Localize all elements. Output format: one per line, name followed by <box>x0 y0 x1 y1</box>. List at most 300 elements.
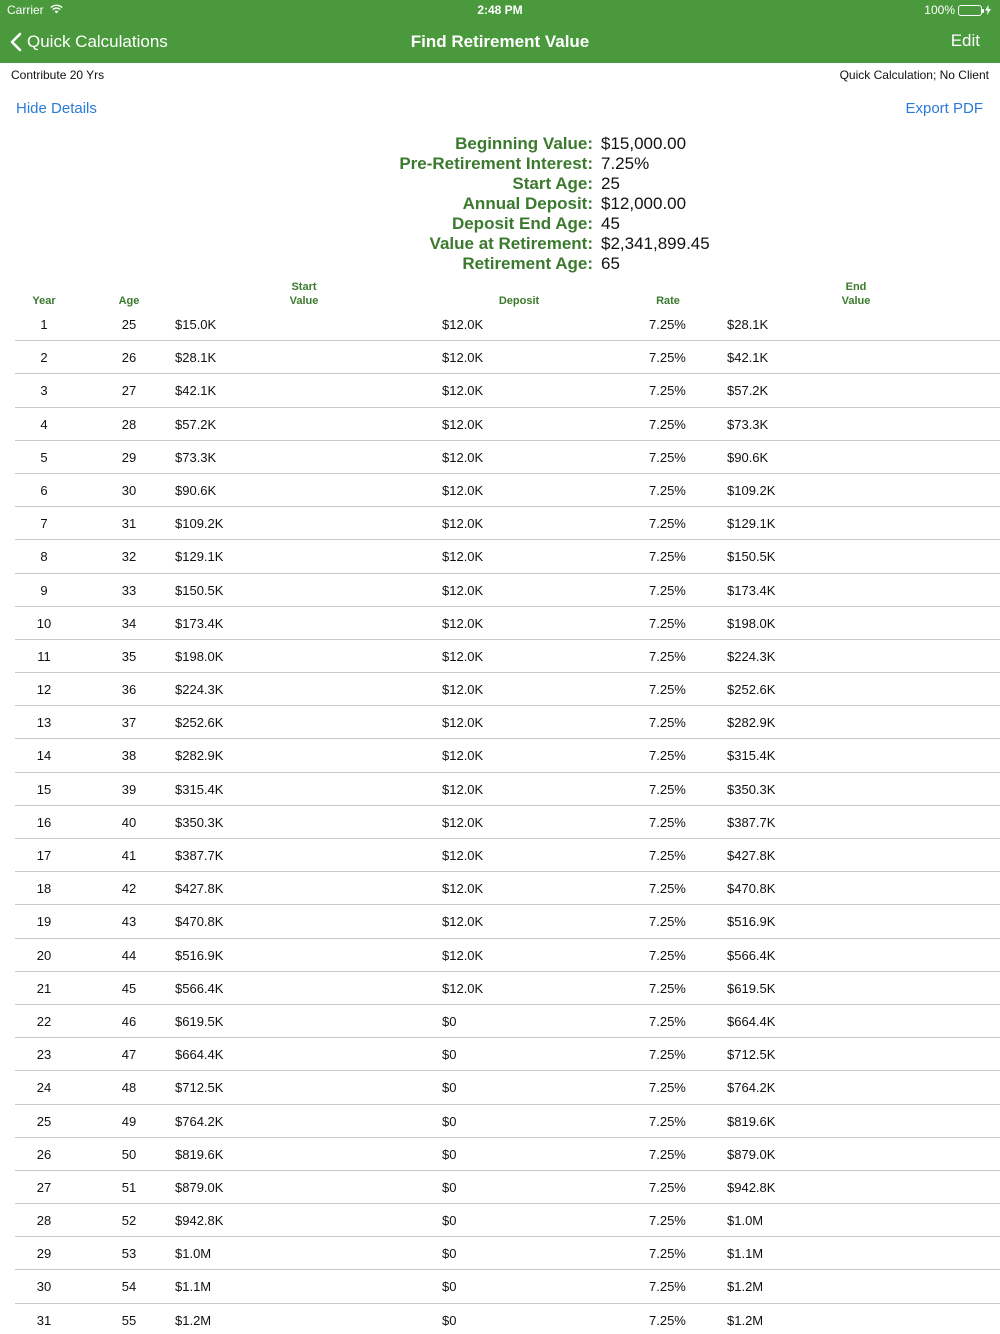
start-value-cell <box>175 1180 223 1195</box>
rate-cell <box>649 1180 686 1195</box>
summary-label: Pre-Retirement Interest: <box>399 154 593 173</box>
age-cell-text: 50 <box>121 1146 137 1162</box>
end-value-cell-text: $109.2K <box>727 482 776 498</box>
age-cell-text: 38 <box>121 748 137 764</box>
rate-cell-text: 7.25% <box>649 1146 686 1162</box>
deposit-cell-text: $12.0K <box>442 947 484 963</box>
year-cell-text: 23 <box>36 1047 52 1063</box>
age-cell-text: 35 <box>121 648 137 664</box>
start-value-cell <box>175 417 216 432</box>
table-row[interactable] <box>15 806 1000 839</box>
end-value-cell <box>727 350 768 365</box>
summary-label: Retirement Age: <box>462 254 593 273</box>
year-cell-text: 6 <box>40 482 48 498</box>
rate-cell <box>649 1047 686 1062</box>
summary-value: 25 <box>601 174 620 193</box>
end-value-cell <box>727 1313 763 1328</box>
end-value-cell <box>727 1246 763 1261</box>
year-cell-text: 5 <box>40 449 48 465</box>
start-value-cell <box>175 450 216 465</box>
end-value-cell <box>727 815 775 830</box>
rate-cell <box>649 815 686 830</box>
deposit-cell-text: $0 <box>442 1013 457 1029</box>
deposit-cell <box>442 914 483 929</box>
table-row[interactable] <box>15 308 1000 341</box>
end-value-cell-text: $879.0K <box>727 1146 776 1162</box>
deposit-cell-text: $12.0K <box>442 449 484 465</box>
age-cell-text: 30 <box>121 482 137 498</box>
rate-cell-text: 7.25% <box>649 814 686 830</box>
back-button-label: Quick Calculations <box>27 32 168 51</box>
deposit-cell-text: $12.0K <box>442 748 484 764</box>
deposit-cell-text: $12.0K <box>442 881 484 897</box>
table-row[interactable] <box>15 1005 1000 1038</box>
start-value-cell <box>175 649 223 664</box>
start-value-cell-text: $57.2K <box>175 416 217 432</box>
age-cell-text: 44 <box>121 947 137 963</box>
table-row[interactable] <box>15 972 1000 1005</box>
end-value-cell-text: $819.6K <box>727 1113 776 1129</box>
table-row[interactable] <box>15 1138 1000 1171</box>
column-header-start-line1: Start <box>291 281 317 293</box>
column-header-rate: Rate <box>656 295 680 307</box>
start-value-cell <box>175 1047 223 1062</box>
age-cell-text: 53 <box>121 1246 137 1262</box>
end-value-cell-text: $619.5K <box>727 980 776 996</box>
start-value-cell <box>175 914 223 929</box>
age-cell-text: 40 <box>121 814 137 830</box>
table-row[interactable] <box>15 341 1000 374</box>
end-value-cell-text: $129.1K <box>727 516 776 532</box>
deposit-cell-text: $0 <box>442 1047 457 1063</box>
deposit-cell <box>442 350 483 365</box>
deposit-cell-text: $12.0K <box>442 980 484 996</box>
table-row[interactable] <box>15 1038 1000 1071</box>
rate-cell <box>649 1014 686 1029</box>
deposit-cell-text: $12.0K <box>442 848 484 863</box>
table-row[interactable] <box>15 1237 1000 1270</box>
rate-cell-text: 7.25% <box>649 1113 686 1129</box>
age-cell-text: 36 <box>121 682 137 698</box>
page-title: Find Retirement Value <box>410 32 590 51</box>
table-header <box>0 280 1000 310</box>
deposit-cell <box>442 848 483 863</box>
deposit-cell-text: $0 <box>442 1213 457 1229</box>
rate-cell-text: 7.25% <box>649 1213 686 1229</box>
table-row[interactable] <box>15 673 1000 706</box>
end-value-cell-text: $516.9K <box>727 914 776 930</box>
deposit-cell <box>442 1147 456 1162</box>
year-cell-text: 26 <box>36 1146 52 1162</box>
rate-cell-text: 7.25% <box>649 383 686 399</box>
carrier-label: Carrier <box>7 3 44 17</box>
deposit-cell <box>442 483 483 498</box>
start-value-cell <box>175 948 223 963</box>
age-cell-text: 48 <box>121 1080 137 1096</box>
end-value-cell-text: $566.4K <box>727 947 776 963</box>
start-value-cell-text: $1.0M <box>175 1246 212 1262</box>
start-value-cell <box>175 350 216 365</box>
deposit-cell-text: $12.0K <box>442 648 484 664</box>
start-value-cell-text: $566.4K <box>175 980 224 996</box>
summary-label: Annual Deposit: <box>462 194 593 213</box>
end-value-cell-text: $712.5K <box>727 1047 776 1063</box>
year-cell-text: 30 <box>36 1279 52 1295</box>
age-cell-text: 45 <box>121 980 137 996</box>
rate-cell <box>649 881 686 896</box>
end-value-cell-text: $1.2M <box>727 1312 764 1328</box>
status-bar <box>0 0 1000 20</box>
summary-row <box>0 234 1000 254</box>
rate-cell <box>649 748 686 763</box>
start-value-cell-text: $42.1K <box>175 383 217 399</box>
rate-cell <box>649 450 686 465</box>
age-cell-text: 33 <box>121 582 137 598</box>
age-cell-text: 32 <box>121 549 137 565</box>
summary-row <box>0 254 1000 274</box>
start-value-cell-text: $350.3K <box>175 814 224 830</box>
table-row[interactable] <box>15 1105 1000 1138</box>
battery-indicator <box>924 3 991 17</box>
end-value-cell <box>727 450 768 465</box>
year-cell-text: 17 <box>36 848 52 863</box>
table-row[interactable] <box>15 872 1000 905</box>
year-cell-text: 10 <box>36 615 52 631</box>
rate-cell-text: 7.25% <box>649 1047 686 1063</box>
deposit-cell <box>442 1080 456 1095</box>
end-value-cell-text: $57.2K <box>727 383 769 399</box>
end-value-cell <box>727 616 775 631</box>
year-cell-text: 1 <box>40 317 48 332</box>
deposit-cell <box>442 417 483 432</box>
year-cell-text: 22 <box>36 1013 52 1029</box>
year-cell-text: 4 <box>40 416 48 432</box>
deposit-cell <box>442 1313 456 1328</box>
rate-cell <box>649 948 686 963</box>
start-value-cell <box>175 516 223 531</box>
age-cell-text: 26 <box>121 350 137 366</box>
table-row[interactable] <box>15 773 1000 806</box>
battery-percent: 100% <box>924 3 955 17</box>
summary-value: $12,000.00 <box>601 194 687 213</box>
year-cell-text: 2 <box>40 350 48 366</box>
end-value-cell <box>727 516 775 531</box>
end-value-cell <box>727 1080 775 1095</box>
deposit-cell-text: $12.0K <box>442 582 484 598</box>
start-value-cell-text: $619.5K <box>175 1013 224 1029</box>
end-value-cell <box>727 383 768 398</box>
age-cell-text: 41 <box>121 848 137 863</box>
deposit-cell-text: $12.0K <box>442 781 484 797</box>
end-value-cell-text: $664.4K <box>727 1013 776 1029</box>
start-value-cell-text: $712.5K <box>175 1080 224 1096</box>
end-value-cell-text: $1.1M <box>727 1246 764 1262</box>
start-value-cell-text: $879.0K <box>175 1179 224 1195</box>
end-value-cell <box>727 1147 775 1162</box>
summary-value: $2,341,899.45 <box>601 234 710 253</box>
rate-cell <box>649 483 686 498</box>
start-value-cell <box>175 682 223 697</box>
age-cell-text: 55 <box>121 1312 137 1328</box>
deposit-cell-text: $0 <box>442 1312 457 1328</box>
rate-cell <box>649 383 686 398</box>
end-value-cell-text: $942.8K <box>727 1179 776 1195</box>
deposit-cell <box>442 383 483 398</box>
end-value-cell-text: $315.4K <box>727 748 776 764</box>
start-value-cell-text: $173.4K <box>175 615 224 631</box>
rate-cell <box>649 682 686 697</box>
table-row[interactable] <box>15 1270 1000 1303</box>
deposit-cell-text: $0 <box>442 1080 457 1096</box>
year-cell-text: 11 <box>37 648 51 664</box>
column-header-end-line2: Value <box>841 295 871 307</box>
start-value-cell <box>175 848 223 863</box>
summary-panel <box>0 134 1000 274</box>
start-value-cell-text: $73.3K <box>175 449 217 465</box>
deposit-cell <box>442 881 483 896</box>
table-row[interactable] <box>15 1071 1000 1104</box>
client-info: Quick Calculation; No Client <box>839 68 989 82</box>
navigation-header <box>0 0 1000 63</box>
start-value-cell <box>175 782 223 797</box>
year-cell-text: 25 <box>36 1113 52 1129</box>
start-value-cell-text: $224.3K <box>175 682 224 698</box>
rate-cell <box>649 350 686 365</box>
age-cell-text: 28 <box>121 416 137 432</box>
end-value-cell-text: $427.8K <box>727 848 776 863</box>
year-cell-text: 14 <box>36 748 52 764</box>
table-row[interactable] <box>15 374 1000 407</box>
hide-details-link[interactable]: Hide Details <box>16 100 97 117</box>
year-cell-text: 20 <box>36 947 52 963</box>
table-row[interactable] <box>15 939 1000 972</box>
table-row[interactable] <box>15 905 1000 938</box>
deposit-cell-text: $0 <box>442 1146 457 1162</box>
year-cell-text: 9 <box>40 582 48 598</box>
end-value-cell <box>727 682 775 697</box>
table-row[interactable] <box>15 739 1000 772</box>
table-row[interactable] <box>15 607 1000 640</box>
back-button[interactable] <box>10 28 168 56</box>
rate-cell-text: 7.25% <box>649 980 686 996</box>
end-value-cell <box>727 649 775 664</box>
table-row[interactable] <box>15 1171 1000 1204</box>
rate-cell-text: 7.25% <box>649 682 686 698</box>
age-cell-text: 52 <box>121 1213 137 1229</box>
table-row[interactable] <box>15 441 1000 474</box>
year-cell-text: 21 <box>36 980 52 996</box>
deposit-cell <box>442 317 483 332</box>
deposit-cell <box>442 981 483 996</box>
summary-label: Start Age: <box>512 174 593 193</box>
end-value-cell <box>727 948 775 963</box>
deposit-cell-text: $12.0K <box>442 682 484 698</box>
end-value-cell <box>727 549 775 564</box>
age-cell-text: 34 <box>121 615 137 631</box>
column-header-year: Year <box>32 295 56 307</box>
table-row[interactable] <box>15 574 1000 607</box>
rate-cell <box>649 715 686 730</box>
start-value-cell-text: $664.4K <box>175 1047 224 1063</box>
year-cell-text: 3 <box>40 383 48 399</box>
age-cell-text: 43 <box>121 914 137 930</box>
start-value-cell <box>175 715 223 730</box>
rate-cell <box>649 317 686 332</box>
end-value-cell-text: $173.4K <box>727 582 776 598</box>
start-value-cell <box>175 483 216 498</box>
end-value-cell-text: $252.6K <box>727 682 776 698</box>
start-value-cell <box>175 583 223 598</box>
end-value-cell <box>727 981 775 996</box>
year-cell-text: 19 <box>36 914 52 930</box>
end-value-cell <box>727 1047 775 1062</box>
rate-cell-text: 7.25% <box>649 1246 686 1262</box>
battery-icon <box>958 5 982 16</box>
rate-cell <box>649 981 686 996</box>
export-pdf-link[interactable]: Export PDF <box>905 100 983 117</box>
start-value-cell-text: $516.9K <box>175 947 224 963</box>
column-header-end-line1: End <box>845 281 867 293</box>
deposit-cell <box>442 450 483 465</box>
end-value-cell <box>727 483 775 498</box>
year-cell-text: 28 <box>36 1213 52 1229</box>
end-value-cell <box>727 1180 775 1195</box>
table-row[interactable] <box>15 706 1000 739</box>
deposit-cell-text: $12.0K <box>442 516 484 532</box>
age-cell-text: 51 <box>121 1179 137 1195</box>
summary-row <box>0 174 1000 194</box>
rate-cell <box>649 549 686 564</box>
rate-cell <box>649 1147 686 1162</box>
start-value-cell <box>175 383 216 398</box>
column-header-start-line2: Value <box>289 295 319 307</box>
year-cell-text: 13 <box>36 715 52 731</box>
start-value-cell-text: $819.6K <box>175 1146 224 1162</box>
table-row[interactable] <box>15 839 1000 872</box>
scenario-name: Contribute 20 Yrs <box>11 68 105 82</box>
start-value-cell-text: $942.8K <box>175 1213 224 1229</box>
table-row[interactable] <box>15 540 1000 573</box>
rate-cell-text: 7.25% <box>649 715 686 731</box>
end-value-cell-text: $764.2K <box>727 1080 776 1096</box>
end-value-cell-text: $224.3K <box>727 648 776 664</box>
rate-cell <box>649 616 686 631</box>
table-row[interactable] <box>15 474 1000 507</box>
year-cell-text: 24 <box>36 1080 52 1096</box>
year-cell-text: 15 <box>36 781 52 797</box>
table-row[interactable] <box>15 640 1000 673</box>
age-cell-text: 54 <box>121 1279 137 1295</box>
deposit-cell-text: $12.0K <box>442 715 484 731</box>
start-value-cell <box>175 1246 211 1261</box>
end-value-cell-text: $150.5K <box>727 549 776 565</box>
table-row[interactable] <box>15 1304 1000 1334</box>
start-value-cell <box>175 1014 223 1029</box>
summary-value: 65 <box>601 254 620 273</box>
deposit-cell-text: $0 <box>442 1113 457 1129</box>
age-cell-text: 42 <box>121 881 137 897</box>
summary-label: Value at Retirement: <box>429 234 593 253</box>
start-value-cell-text: $28.1K <box>175 350 217 366</box>
deposit-cell <box>442 1114 456 1129</box>
rate-cell-text: 7.25% <box>649 748 686 764</box>
deposit-cell <box>442 782 483 797</box>
rate-cell-text: 7.25% <box>649 881 686 897</box>
summary-row <box>0 134 1000 154</box>
end-value-cell <box>727 317 768 332</box>
summary-label: Deposit End Age: <box>451 214 593 233</box>
end-value-cell-text: $198.0K <box>727 615 776 631</box>
year-cell-text: 8 <box>40 549 48 565</box>
rate-cell-text: 7.25% <box>649 582 686 598</box>
age-cell-text: 46 <box>121 1013 137 1029</box>
rate-cell <box>649 782 686 797</box>
deposit-cell <box>442 748 483 763</box>
chevron-left-icon <box>10 32 22 52</box>
age-cell-text: 31 <box>121 516 137 532</box>
start-value-cell-text: $15.0K <box>175 317 217 332</box>
summary-value: 7.25% <box>601 154 650 173</box>
start-value-cell-text: $109.2K <box>175 516 224 532</box>
table-row[interactable] <box>15 507 1000 540</box>
rate-cell <box>649 914 686 929</box>
deposit-cell <box>442 1180 456 1195</box>
rate-cell-text: 7.25% <box>649 648 686 664</box>
end-value-cell <box>727 417 768 432</box>
end-value-cell-text: $470.8K <box>727 881 776 897</box>
rate-cell <box>649 1246 686 1261</box>
deposit-cell <box>442 516 483 531</box>
rate-cell-text: 7.25% <box>649 317 686 332</box>
end-value-cell-text: $42.1K <box>727 350 769 366</box>
rate-cell-text: 7.25% <box>649 848 686 863</box>
summary-row <box>0 154 1000 174</box>
deposit-cell <box>442 1246 456 1261</box>
deposit-cell <box>442 1014 456 1029</box>
start-value-cell <box>175 1279 211 1294</box>
rate-cell <box>649 848 686 863</box>
age-cell-text: 25 <box>121 317 137 332</box>
deposit-cell <box>442 682 483 697</box>
table-row[interactable] <box>15 1204 1000 1237</box>
year-cell-text: 29 <box>36 1246 52 1262</box>
rate-cell <box>649 1080 686 1095</box>
rate-cell-text: 7.25% <box>649 516 686 532</box>
end-value-cell <box>727 715 775 730</box>
summary-value: 45 <box>601 214 620 233</box>
deposit-cell <box>442 1047 456 1062</box>
age-cell-text: 29 <box>121 449 137 465</box>
table-row[interactable] <box>15 408 1000 441</box>
rate-cell-text: 7.25% <box>649 482 686 498</box>
start-value-cell-text: $1.1M <box>175 1279 212 1295</box>
deposit-cell <box>442 583 483 598</box>
end-value-cell-text: $73.3K <box>727 416 769 432</box>
summary-row <box>0 214 1000 234</box>
projection-table[interactable] <box>0 308 1000 1334</box>
start-value-cell-text: $282.9K <box>175 748 224 764</box>
start-value-cell <box>175 1080 223 1095</box>
edit-button[interactable]: Edit <box>950 31 980 50</box>
age-cell-text: 49 <box>121 1113 137 1129</box>
start-value-cell <box>175 1213 223 1228</box>
start-value-cell-text: $764.2K <box>175 1113 224 1129</box>
year-cell-text: 31 <box>36 1312 52 1328</box>
start-value-cell-text: $470.8K <box>175 914 224 930</box>
start-value-cell-text: $252.6K <box>175 715 224 731</box>
start-value-cell <box>175 748 223 763</box>
column-header-deposit: Deposit <box>498 295 540 307</box>
